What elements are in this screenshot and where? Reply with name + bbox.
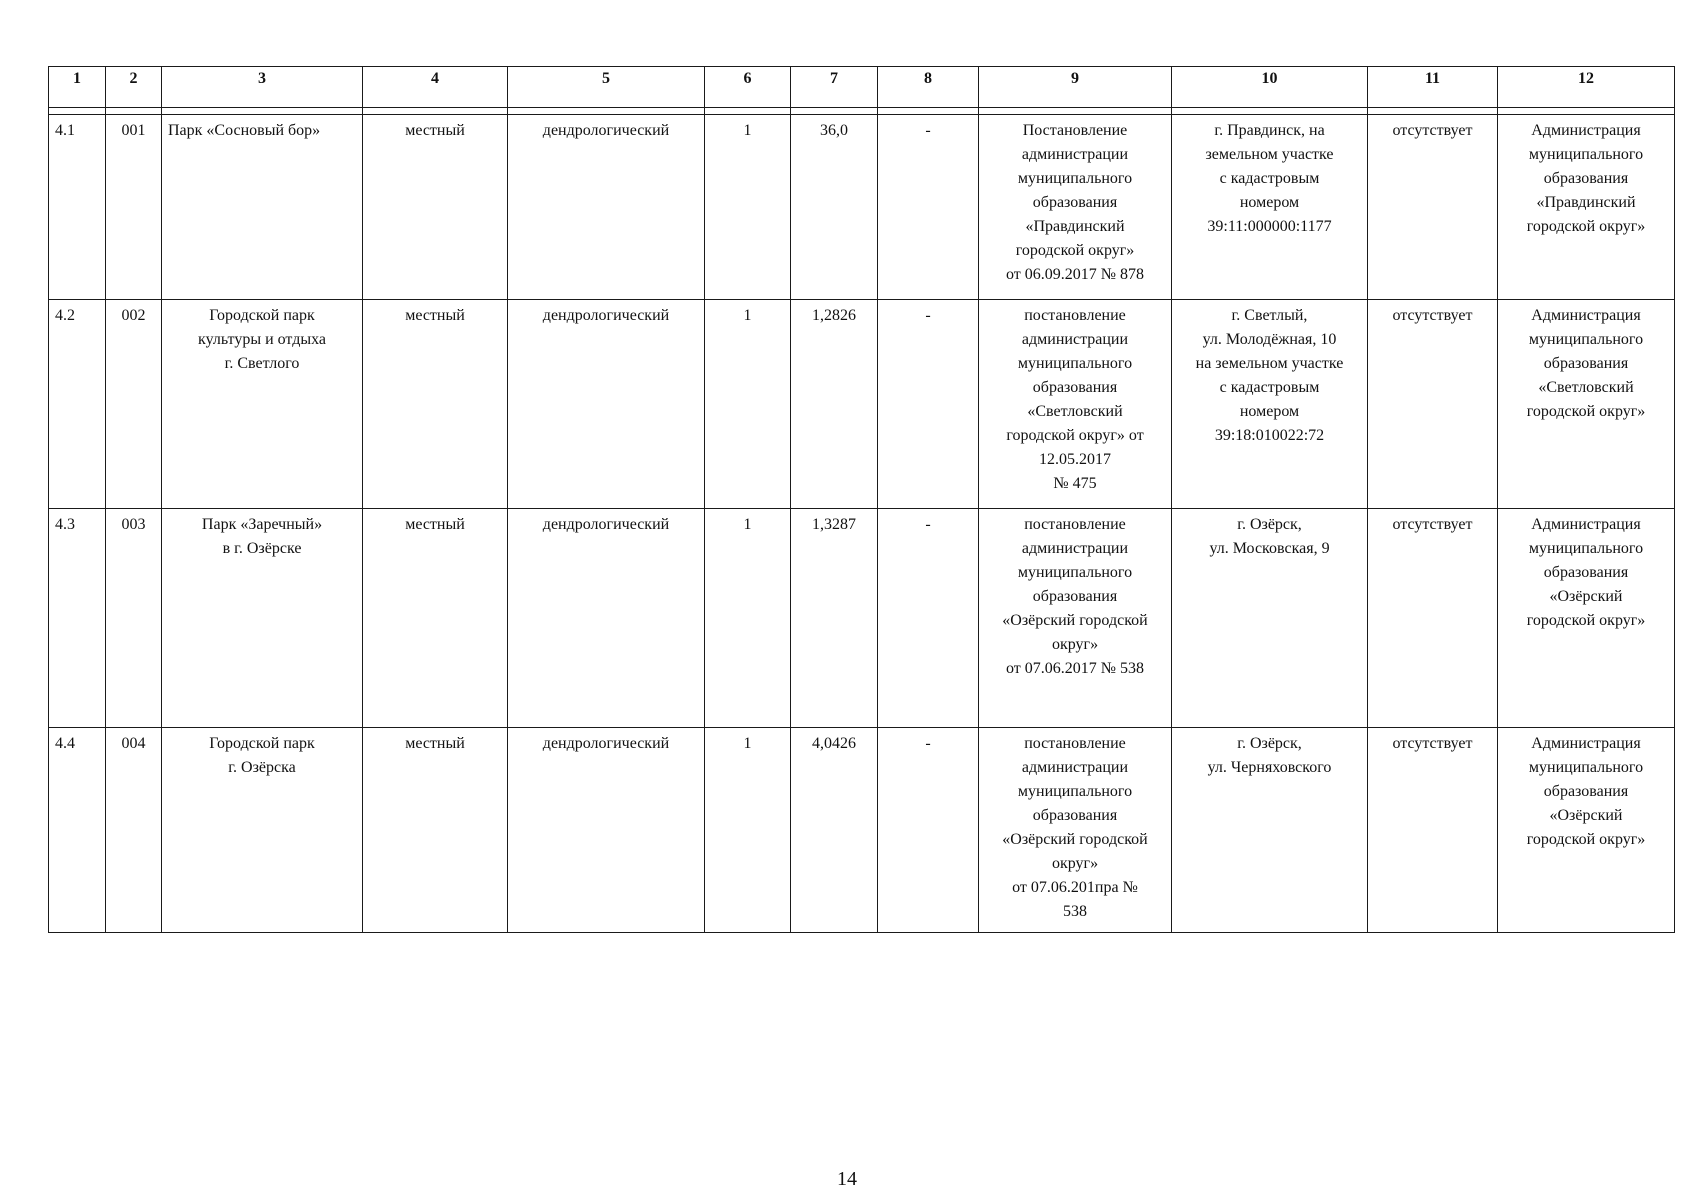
cell-significance: местный (363, 115, 508, 300)
cell-significance: местный (363, 300, 508, 509)
cell-document: постановление администрации муниципального образования «Светловский городской округ» от 12.05.2017 № 475 (979, 300, 1172, 509)
cell-code: 004 (106, 728, 162, 933)
header-col-6: 6 (705, 67, 791, 108)
header-col-3: 3 (162, 67, 363, 108)
table-row (49, 300, 1675, 509)
cell-number: 4.2 (49, 300, 106, 509)
cell-area: 4,0426 (791, 728, 878, 933)
cell-col8: - (878, 728, 979, 933)
header-col-2: 2 (106, 67, 162, 108)
cell-profile: дендрологический (508, 509, 705, 728)
cell-location: г. Светлый, ул. Молодёжная, 10 на земельном участке с кадастровым номером 39:18:010022:72 (1172, 300, 1368, 509)
cell-name: Парк «Сосновый бор» (162, 115, 363, 300)
cell-profile: дендрологический (508, 728, 705, 933)
cell-profile: дендрологический (508, 115, 705, 300)
table-row (49, 115, 1675, 300)
cell-col8: - (878, 115, 979, 300)
cell-count: 1 (705, 300, 791, 509)
cell-location: г. Озёрск, ул. Московская, 9 (1172, 509, 1368, 728)
cell-area: 1,2826 (791, 300, 878, 509)
cell-significance: местный (363, 509, 508, 728)
page-number: 14 (837, 1168, 857, 1190)
cell-area: 36,0 (791, 115, 878, 300)
cell-count: 1 (705, 509, 791, 728)
cell-count: 1 (705, 728, 791, 933)
cell-document: постановление администрации муниципального образования «Озёрский городской округ» от 07.06.2017 № 538 (979, 509, 1172, 728)
header-col-5: 5 (508, 67, 705, 108)
cell-location: г. Озёрск, ул. Черняховского (1172, 728, 1368, 933)
header-col-7: 7 (791, 67, 878, 108)
cell-authority: Администрация муниципального образования «Озёрский городской округ» (1498, 728, 1675, 933)
header-col-10: 10 (1172, 67, 1368, 108)
cell-count: 1 (705, 115, 791, 300)
header-row (49, 67, 1675, 108)
header-gap-row (49, 108, 1675, 115)
cell-number: 4.1 (49, 115, 106, 300)
cell-code: 002 (106, 300, 162, 509)
cell-col8: - (878, 509, 979, 728)
cell-code: 003 (106, 509, 162, 728)
header-col-12: 12 (1498, 67, 1675, 108)
cell-location: г. Правдинск, на земельном участке с кадастровым номером 39:11:000000:1177 (1172, 115, 1368, 300)
cell-code: 001 (106, 115, 162, 300)
cell-col11: отсутствует (1368, 728, 1498, 933)
cell-col11: отсутствует (1368, 300, 1498, 509)
cell-col8: - (878, 300, 979, 509)
table-row (49, 728, 1675, 933)
cell-area: 1,3287 (791, 509, 878, 728)
cell-name: Городской парк г. Озёрска (162, 728, 363, 933)
table-row (49, 509, 1675, 728)
register-table (48, 66, 1675, 933)
cell-number: 4.3 (49, 509, 106, 728)
cell-authority: Администрация муниципального образования «Озёрский городской округ» (1498, 509, 1675, 728)
header-col-9: 9 (979, 67, 1172, 108)
cell-name: Парк «Заречный» в г. Озёрске (162, 509, 363, 728)
header-col-4: 4 (363, 67, 508, 108)
cell-document: Постановление администрации муниципального образования «Правдинский городской округ» от 06.09.2017 № 878 (979, 115, 1172, 300)
cell-number: 4.4 (49, 728, 106, 933)
header-col-1: 1 (49, 67, 106, 108)
header-col-8: 8 (878, 67, 979, 108)
cell-col11: отсутствует (1368, 115, 1498, 300)
cell-authority: Администрация муниципального образования «Правдинский городской округ» (1498, 115, 1675, 300)
cell-significance: местный (363, 728, 508, 933)
cell-col11: отсутствует (1368, 509, 1498, 728)
header-col-11: 11 (1368, 67, 1498, 108)
cell-name: Городской парк культуры и отдыха г. Светлого (162, 300, 363, 509)
cell-profile: дендрологический (508, 300, 705, 509)
cell-document: постановление администрации муниципального образования «Озёрский городской округ» от 07.06.201пра № 538 (979, 728, 1172, 933)
cell-authority: Администрация муниципального образования «Светловский городской округ» (1498, 300, 1675, 509)
